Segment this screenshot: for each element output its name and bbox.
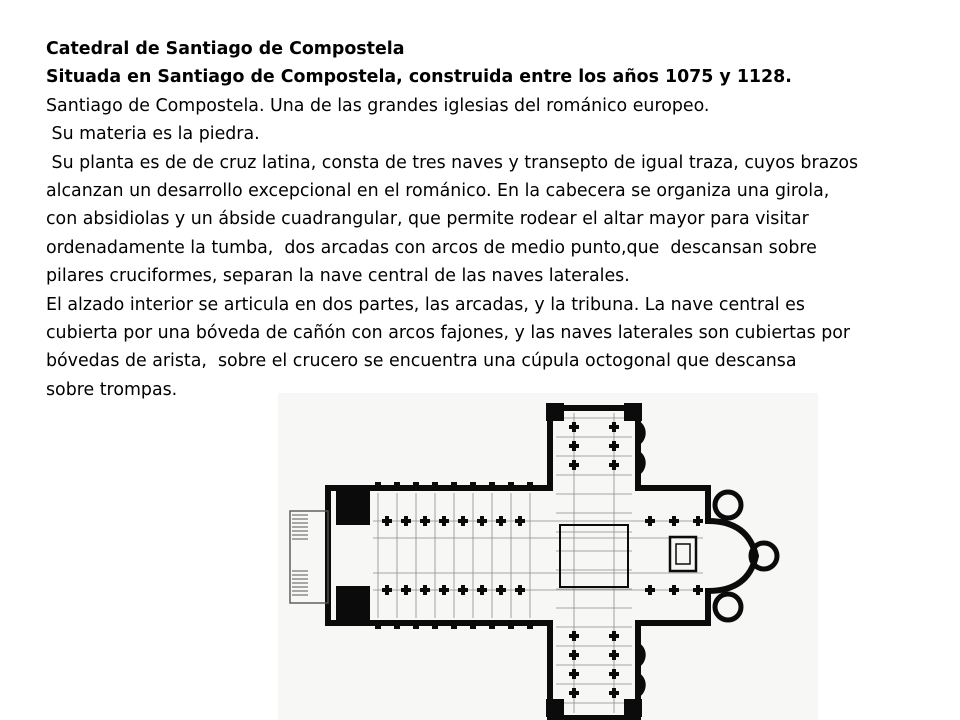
- cruciform-pier: [648, 585, 652, 595]
- buttress: [508, 482, 514, 490]
- slide-title: Catedral de Santiago de Compostela: [46, 39, 405, 59]
- buttress: [413, 621, 419, 629]
- buttress: [470, 621, 476, 629]
- cruciform-pier: [572, 441, 576, 451]
- body-line: Santiago de Compostela. Una de las grandes iglesias del románico europeo.: [46, 95, 710, 116]
- west-tower-south: [336, 586, 370, 620]
- cruciform-pier: [423, 516, 427, 526]
- cruciform-pier: [404, 585, 408, 595]
- body-line: sobre trompas.: [46, 379, 178, 400]
- cruciform-pier: [499, 516, 503, 526]
- buttress: [489, 482, 495, 490]
- buttress: [451, 482, 457, 490]
- corner-tower: [546, 403, 564, 421]
- cruciform-pier: [572, 631, 576, 641]
- cruciform-pier: [696, 516, 700, 526]
- cruciform-pier: [572, 460, 576, 470]
- body-line: bóvedas de arista, sobre el crucero se encuentra una cúpula octogonal que descansa: [46, 351, 797, 372]
- body-line: El alzado interior se articula en dos partes, las arcadas, y la tribuna. La nave central es: [46, 294, 805, 315]
- body-line: cubierta por una bóveda de cañón con arcos fajones, y las naves laterales son cubiertas por: [46, 323, 851, 344]
- buttress: [375, 482, 381, 490]
- cruciform-pier: [672, 585, 676, 595]
- buttress: [432, 621, 438, 629]
- body-line: pilares cruciformes, separan la nave central de las naves laterales.: [46, 266, 630, 287]
- buttress: [527, 621, 533, 629]
- buttress: [508, 621, 514, 629]
- cathedral-floor-plan: [278, 393, 818, 720]
- buttress: [489, 621, 495, 629]
- buttress: [394, 621, 400, 629]
- buttress: [451, 621, 457, 629]
- cruciform-pier: [518, 585, 522, 595]
- buttress: [375, 621, 381, 629]
- cruciform-pier: [572, 422, 576, 432]
- corner-tower: [624, 403, 642, 421]
- buttress: [432, 482, 438, 490]
- cruciform-pier: [423, 585, 427, 595]
- cruciform-pier: [442, 516, 446, 526]
- cruciform-pier: [572, 669, 576, 679]
- buttress: [394, 482, 400, 490]
- cruciform-pier: [612, 422, 616, 432]
- cruciform-pier: [480, 516, 484, 526]
- cruciform-pier: [612, 669, 616, 679]
- body-line: Su planta es de de cruz latina, consta de tres naves y transepto de igual traza, cuyos brazos: [46, 152, 859, 173]
- body-line: alcanzan un desarrollo excepcional en el románico. En la cabecera se organiza una girola,: [46, 181, 830, 202]
- corner-tower: [624, 699, 642, 717]
- cruciform-pier: [696, 585, 700, 595]
- cruciform-pier: [404, 516, 408, 526]
- body-line: con absidiolas y un ábside cuadrangular, que permite rodear el altar mayor para visitar: [46, 209, 809, 230]
- cruciform-pier: [461, 585, 465, 595]
- slide-subtitle: Situada en Santiago de Compostela, construida entre los años 1075 y 1128.: [46, 67, 792, 88]
- body-line: ordenadamente la tumba, dos arcadas con arcos de medio punto,que descansan sobre: [46, 237, 817, 258]
- cruciform-pier: [499, 585, 503, 595]
- buttress: [470, 482, 476, 490]
- body-line: Su materia es la piedra.: [46, 124, 260, 145]
- floor-plan-drawing: [278, 393, 818, 720]
- cruciform-pier: [612, 631, 616, 641]
- slide-text: [46, 35, 946, 404]
- cruciform-pier: [442, 585, 446, 595]
- cruciform-pier: [480, 585, 484, 595]
- buttress: [413, 482, 419, 490]
- cruciform-pier: [612, 460, 616, 470]
- cruciform-pier: [572, 688, 576, 698]
- cruciform-pier: [672, 516, 676, 526]
- cruciform-pier: [612, 688, 616, 698]
- cruciform-pier: [385, 516, 389, 526]
- cruciform-pier: [518, 516, 522, 526]
- buttress: [527, 482, 533, 490]
- cruciform-pier: [572, 650, 576, 660]
- west-tower-north: [336, 491, 370, 525]
- cruciform-pier: [385, 585, 389, 595]
- cruciform-pier: [648, 516, 652, 526]
- cruciform-pier: [461, 516, 465, 526]
- cruciform-pier: [612, 650, 616, 660]
- cruciform-pier: [612, 441, 616, 451]
- corner-tower: [546, 699, 564, 717]
